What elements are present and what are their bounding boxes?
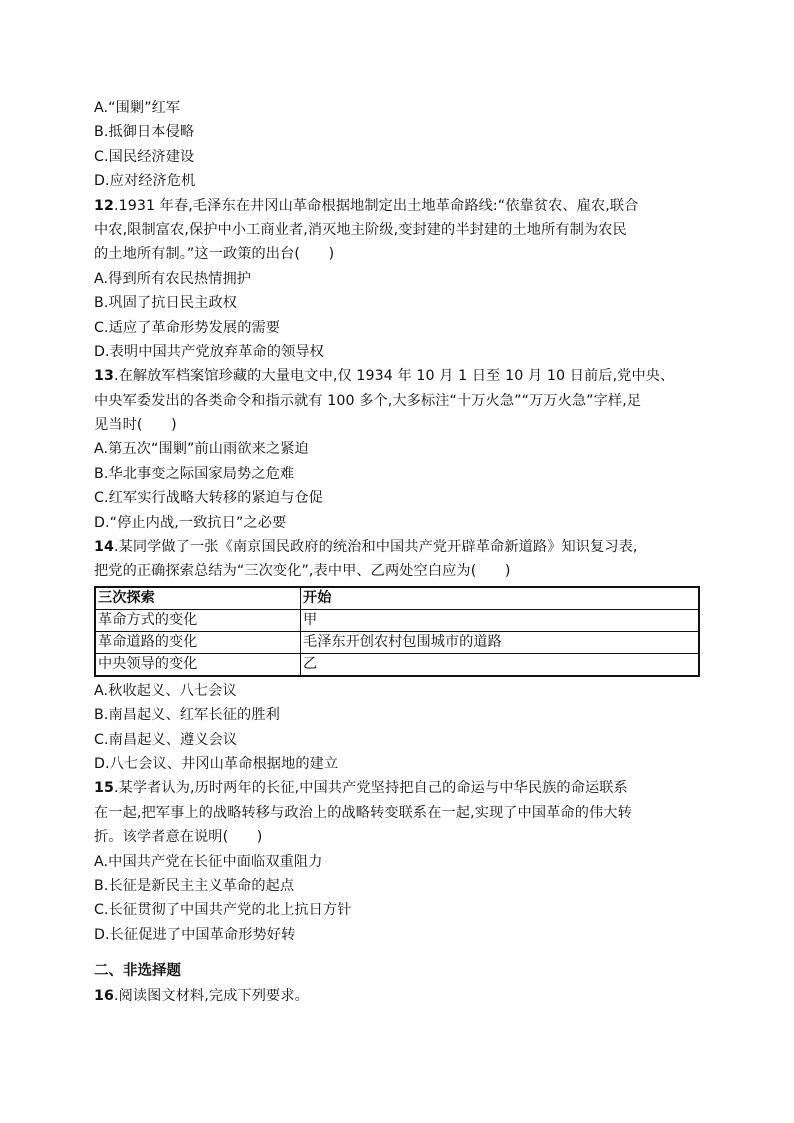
table-header-cell: 开始	[301, 587, 700, 610]
q13-stem-line-1: 13.在解放军档案馆珍藏的大量电文中,仅 1934 年 10 月 1 日至 10 月 10 日前后,党中央、	[94, 368, 675, 385]
section-heading: 二、非选择题	[94, 963, 181, 980]
q14-stem-line-2: 把党的正确探索总结为“三次变化”,表中甲、乙两处空白应为( )	[94, 563, 511, 580]
q11-option-a: A.“围剿”红军	[94, 100, 181, 116]
q14-option-a: A.秋收起义、八七会议	[94, 682, 237, 699]
q13-option-d: D.“停止内战,一致抗日”之必要	[94, 514, 287, 531]
table-row	[95, 653, 699, 676]
table-header-cell: 三次探索	[95, 587, 301, 610]
q12-stem-line-3: 的土地所有制。”这一政策的出台( )	[94, 246, 335, 263]
question-14	[94, 535, 702, 776]
table-cell: 革命道路的变化	[95, 631, 301, 653]
q14-option-d: D.八七会议、井冈山革命根据地的建立	[94, 755, 339, 772]
q14-option-b: B.南昌起义、红军长征的胜利	[94, 707, 280, 724]
table-cell: 乙	[301, 653, 700, 676]
q12-number: 12	[94, 197, 114, 214]
q11-option-d: D.应对经济危机	[94, 173, 196, 190]
question-13	[94, 364, 702, 535]
table-row	[95, 631, 699, 653]
q15-option-b: B.长征是新民主主义革命的起点	[94, 877, 295, 894]
q16-number: 16	[94, 987, 114, 1004]
q13-stem-line-3: 见当时( )	[94, 417, 177, 434]
q14-stem-line-1: 14.某同学做了一张《南京国民政府的统治和中国共产党开辟革命新道路》知识复习表,	[94, 539, 638, 556]
question-15	[94, 776, 702, 947]
q14-number: 14	[94, 539, 114, 556]
q13-option-c: C.红军实行战略大转移的紧迫与仓促	[94, 490, 323, 507]
q15-option-c: C.长征贯彻了中国共产党的北上抗日方针	[94, 902, 352, 919]
q13-option-b: B.华北事变之际国家局势之危难	[94, 465, 295, 482]
q15-stem-line-2: 在一起,把军事上的战略转移与政治上的战略转变联系在一起,实现了中国革命的伟大转	[94, 804, 632, 821]
q13-option-a: A.第五次“围剿”前山雨欲来之紧迫	[94, 441, 309, 458]
question-12	[94, 194, 702, 365]
table-cell: 甲	[301, 609, 700, 631]
q15-option-d: D.长征促进了中国革命形势好转	[94, 926, 296, 943]
q13-number: 13	[94, 368, 114, 385]
q12-stem-line-2: 中农,限制富农,保护中小工商业者,消灭地主阶级,变封建的半封建的土地所有制为农民	[94, 221, 627, 238]
table-cell: 中央领导的变化	[95, 653, 301, 676]
q12-stem-line-1: 12.1931 年春,毛泽东在井冈山革命根据地制定出土地革命路线:“依靠贫农、雇农,联合	[94, 197, 639, 214]
table-cell: 毛泽东开创农村包围城市的道路	[301, 631, 700, 653]
q15-number: 15	[94, 780, 114, 797]
q11-option-c: C.国民经济建设	[94, 148, 195, 165]
q15-stem-line-3: 折。该学者意在说明( )	[94, 829, 263, 846]
q14-table	[94, 586, 700, 677]
q11-option-b: B.抵御日本侵略	[94, 124, 195, 141]
q14-option-c: C.南昌起义、遵义会议	[94, 731, 238, 748]
q12-option-c: C.适应了革命形势发展的需要	[94, 319, 281, 336]
document-page	[94, 96, 702, 1008]
q12-option-a: A.得到所有农民热情拥护	[94, 270, 252, 287]
q12-option-d: D.表明中国共产党放弃革命的领导权	[94, 343, 324, 360]
q13-stem-line-2: 中央军委发出的各类命令和指示就有 100 多个,大多标注“十万火急”“万万火急”字样,足	[94, 392, 642, 409]
q12-option-b: B.巩固了抗日民主政权	[94, 295, 238, 312]
q15-stem-line-1: 15.某学者认为,历时两年的长征,中国共产党坚持把自己的命运与中华民族的命运联系	[94, 780, 628, 797]
q15-option-a: A.中国共产党在长征中面临双重阻力	[94, 853, 323, 870]
q11-options	[94, 96, 702, 194]
question-16: 16.阅读图文材料,完成下列要求。	[94, 987, 309, 1004]
table-row	[95, 609, 699, 631]
table-header-row	[95, 587, 699, 610]
table-cell: 革命方式的变化	[95, 609, 301, 631]
